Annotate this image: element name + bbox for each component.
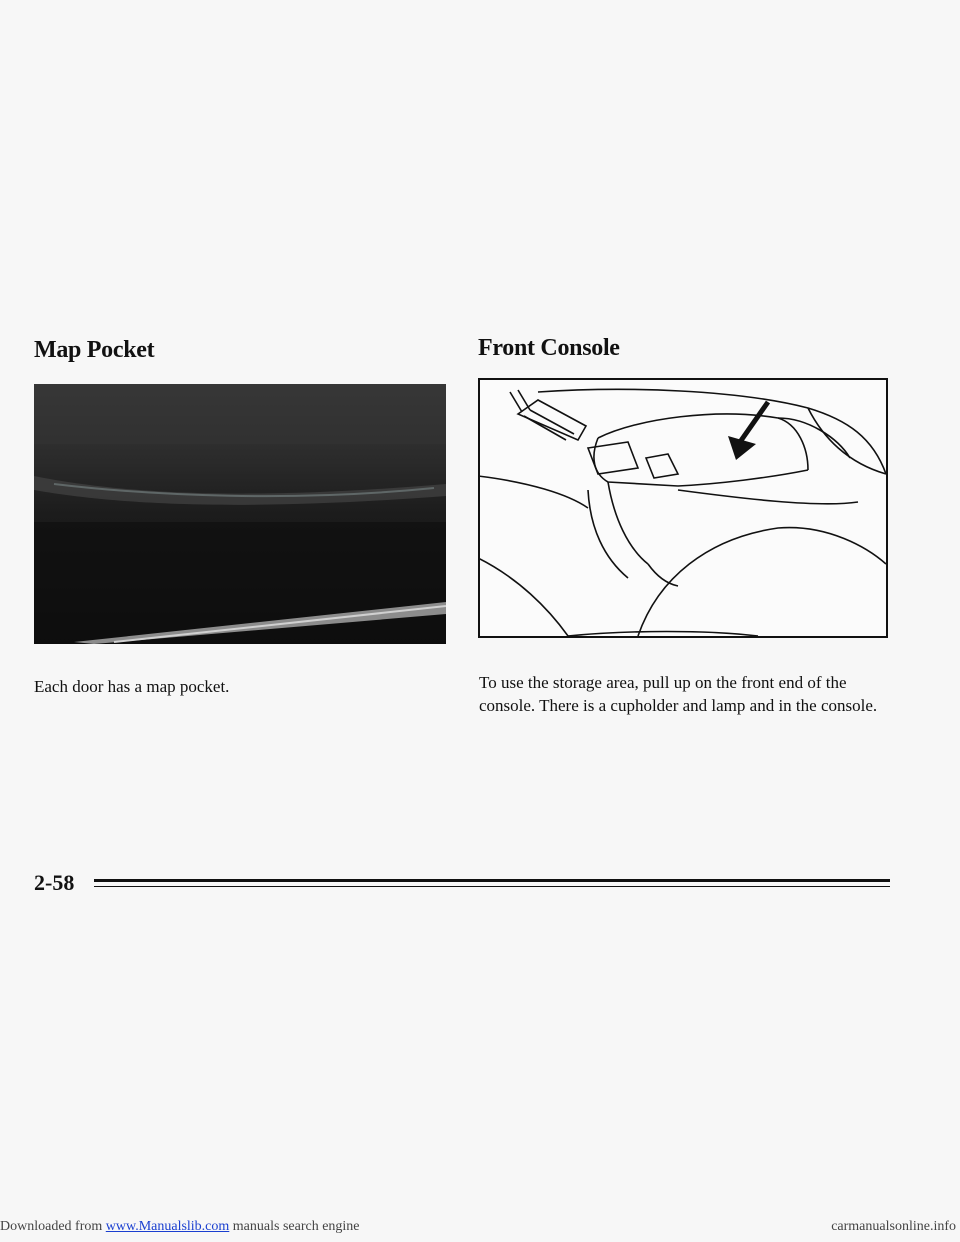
front-console-heading: Front Console [478,335,620,361]
site-watermark: carmanualsonline.info [831,1219,956,1234]
front-console-illustration [478,378,888,638]
map-pocket-photo [34,384,446,644]
manualslib-link[interactable]: www.Manualslib.com [105,1219,230,1234]
footer-rule-thin [94,886,890,887]
front-console-line-drawing [478,378,888,638]
front-console-caption: To use the storage area, pull up on the front end of the console. There is a cupholder and lamp and in the console. [479,673,878,715]
map-pocket-heading: Map Pocket [34,337,155,363]
download-watermark [0,1219,360,1235]
watermark-prefix: Downloaded from [0,1219,106,1234]
page-footer [34,868,890,908]
page-number: 2-58 [34,870,75,895]
watermark-suffix: manuals search engine [229,1219,360,1234]
map-pocket-photo-graphic [34,384,446,644]
map-pocket-caption: Each door has a map pocket. [34,677,230,696]
footer-rule-thick [94,879,890,882]
